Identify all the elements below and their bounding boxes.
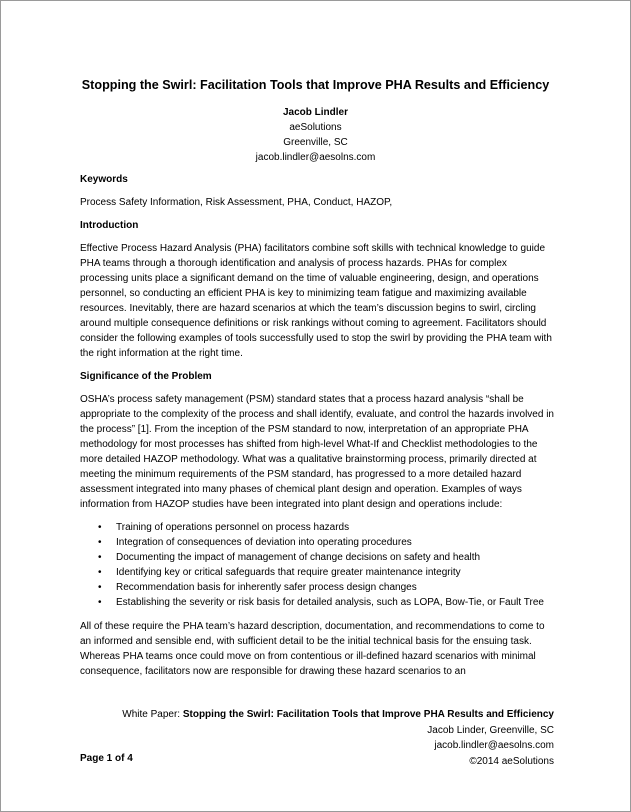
document-body — [80, 172, 558, 687]
footer-author: Jacob Linder, Greenville, SC — [427, 724, 554, 736]
page-footer — [122, 707, 554, 769]
page-number: Page 1 of 4 — [80, 753, 133, 764]
keywords-heading: Keywords — [80, 174, 128, 185]
integration-list — [80, 520, 558, 610]
author-name: Jacob Lindler — [282, 107, 348, 118]
significance-paragraph-1: OSHA’s process safety management (PSM) standard states that a process hazard analysis “shall be appropriate to the complexity of the process and shall identify, evaluate, and control the hazards involved in the process” [1]. From the inception of the PSM standard to now, interpretation of an appropriate PHA methodology for most processes has shifted from high-level What-If and Checklist methodologies to the more detailed HAZOP methodology. What was a qualitative brainstorming process, primarily directed at meeting the minimum requirements of the PSM standard, has progressed to a more detailed hazard assessment integrated into many phases of chemical plant design and operation. Examples of ways information from HAZOP studies have been integrated into plant design and operations include: — [80, 394, 554, 510]
footer-email: jacob.lindler@aesolns.com — [434, 740, 554, 751]
document-title: Stopping the Swirl: Facilitation Tools that Improve PHA Results and Efficiency — [81, 78, 550, 92]
author-company: aeSolutions — [289, 122, 342, 133]
author-block — [1, 105, 630, 165]
list-item: • Identifying key or critical safeguards that require greater maintenance integrity — [116, 565, 558, 580]
footer-copyright: ©2014 aeSolutions — [469, 755, 554, 767]
significance-heading: Significance of the Problem — [80, 371, 212, 382]
significance-paragraph-2: All of these require the PHA team’s hazard description, documentation, and recommendations to come to an informed and sensible end, with sufficient detail to be the initial technical basis for the ensuing task. Whereas PHA teams once could move on from contentious or ill-defined hazard scenarios with minimal consequence, facilitators now are responsible for drawing these hazard scenarios to an — [80, 621, 545, 677]
list-item: • Documenting the impact of management of change decisions on safety and health — [116, 550, 558, 565]
list-item: • Establishing the severity or risk basis for detailed analysis, such as LOPA, Bow-Tie, or Fault Tree — [116, 595, 558, 610]
list-item: • Training of operations personnel on process hazards — [116, 520, 558, 535]
author-location: Greenville, SC — [283, 137, 348, 148]
keywords-text: Process Safety Information, Risk Assessment, PHA, Conduct, HAZOP, — [80, 197, 393, 208]
introduction-heading: Introduction — [80, 220, 139, 231]
list-item: • Recommendation basis for inherently safer process design changes — [116, 580, 558, 595]
footer-white-paper-title: Stopping the Swirl: Facilitation Tools that Improve PHA Results and Efficiency — [182, 709, 554, 720]
list-item: • Integration of consequences of deviation into operating procedures — [116, 535, 558, 550]
footer-white-paper-line — [122, 707, 554, 723]
author-email: jacob.lindler@aesolns.com — [255, 152, 376, 163]
introduction-paragraph: Effective Process Hazard Analysis (PHA) facilitators combine soft skills with technical knowledge to guide PHA teams through a thorough identification and analysis of process hazards. PHAs for complex processing units place a significant demand on the time of valuable engineering, design, and operations personnel, so conducting an efficient PHA is key to minimizing team fatigue and maximizing available resources. Inevitably, there are hazard scenarios at which the team’s discussion begins to swirl, circling around multiple consequence definitions or risk rankings without coming to agreement. Facilitators should consider the following examples of tools successfully used to stop the swirl by providing the PHA team with the right information at the right time. — [80, 243, 552, 359]
footer-white-paper-prefix: White Paper: — [122, 709, 183, 720]
